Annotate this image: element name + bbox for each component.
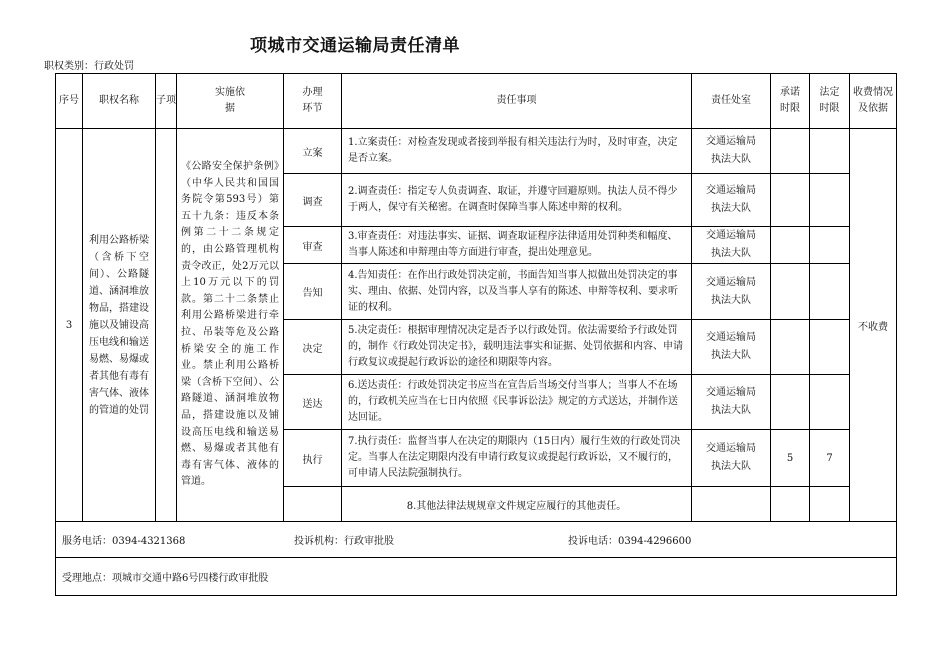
complaint-phone: 投诉电话：0394-4296600 bbox=[568, 536, 692, 547]
office-cell bbox=[692, 487, 771, 522]
responsibility-table bbox=[55, 73, 897, 596]
legal-limit-cell bbox=[810, 487, 850, 522]
power-name-cell: 利用公路桥梁（含桥下空间）、公路隧道、涵洞堆放物品，搭建设施以及铺设高压电线和输送易燃、易爆或者其他有毒有害气体、液体的管道的处罚 bbox=[83, 129, 156, 522]
footer-address-row bbox=[56, 558, 897, 596]
stage-cell: 告知 bbox=[284, 264, 342, 320]
page-title: 项城市交通运输局责任清单 bbox=[250, 36, 460, 56]
duty-cell: 4.告知责任：在作出行政处罚决定前，书面告知当事人拟做出处罚决定的事实、理由、依据、处罚内容，以及当事人享有的陈述、申辩等权利、要求听证的权利。 bbox=[342, 264, 692, 320]
promised-limit-cell: 5 bbox=[771, 430, 810, 487]
stage-cell: 立案 bbox=[284, 129, 342, 174]
promised-limit-cell bbox=[771, 375, 810, 430]
duty-cell: 6.送达责任：行政处罚决定书应当在宣告后当场交付当事人；当事人不在场的，行政机关应当在七日内依照《民事诉讼法》规定的方式送达，并制作送达回证。 bbox=[342, 375, 692, 430]
office-cell: 交通运输局执法大队 bbox=[692, 227, 771, 264]
header-legal-limit: 法定时限 bbox=[810, 74, 850, 129]
office-cell: 交通运输局执法大队 bbox=[692, 375, 771, 430]
category-label: 职权类别：行政处罚 bbox=[44, 61, 134, 72]
promised-limit-cell bbox=[771, 227, 810, 264]
basis-cell: 《公路安全保护条例》（中华人民共和国国务院令第593号）第五十九条：违反本条例第二十二条规定的，由公路管理机构责令改正，处2万元以上10万元以下的罚款。第二十二条禁止利用公路桥梁进行牵拉、吊装等危及公路桥梁安全的施工作业。禁止利用公路桥梁（含桥下空间）、公路隧道、涵洞堆放物品，搭建设施以及铺设高压电线和输送易燃、易爆或者其他有毒有害气体、液体的管道。 bbox=[177, 129, 284, 522]
promised-limit-cell bbox=[771, 174, 810, 227]
footer-contact-row bbox=[56, 522, 897, 558]
promised-limit-cell bbox=[771, 487, 810, 522]
promised-limit-cell bbox=[771, 320, 810, 375]
stage-cell: 审查 bbox=[284, 227, 342, 264]
header-seq: 序号 bbox=[56, 74, 83, 129]
stage-cell: 送达 bbox=[284, 375, 342, 430]
legal-limit-cell: 7 bbox=[810, 430, 850, 487]
other-duty-cell: 8.其他法律法规规章文件规定应履行的其他责任。 bbox=[342, 487, 692, 522]
legal-limit-cell bbox=[810, 227, 850, 264]
header-duties: 责任事项 bbox=[342, 74, 692, 129]
header-power-name: 职权名称 bbox=[83, 74, 156, 129]
legal-limit-cell bbox=[810, 375, 850, 430]
service-phone: 服务电话：0394-4321368 bbox=[62, 536, 186, 547]
footer-address-cell: 受理地点：项城市交通中路6号四楼行政审批股 bbox=[56, 558, 897, 596]
header-sub-item: 子项 bbox=[156, 74, 177, 129]
sub-item-cell bbox=[156, 129, 177, 522]
duty-cell: 1.立案责任：对检查发现或者接到举报有相关违法行为时，及时审查，决定是否立案。 bbox=[342, 129, 692, 174]
row-seq: 3 bbox=[56, 129, 83, 522]
duty-cell: 2.调查责任：指定专人负责调查、取证，并遵守回避原则。执法人员不得少于两人，保守有关秘密。在调查时保障当事人陈述申辩的权利。 bbox=[342, 174, 692, 227]
legal-limit-cell bbox=[810, 320, 850, 375]
office-cell: 交通运输局执法大队 bbox=[692, 320, 771, 375]
duty-cell: 3.审查责任：对违法事实、证据、调查取证程序法律适用处罚种类和幅度、当事人陈述和申辩理由等方面进行审查，提出处理意见。 bbox=[342, 227, 692, 264]
office-cell: 交通运输局执法大队 bbox=[692, 264, 771, 320]
header-basis: 实施依据 bbox=[177, 74, 284, 129]
promised-limit-cell bbox=[771, 129, 810, 174]
office-cell: 交通运输局执法大队 bbox=[692, 430, 771, 487]
stage-cell: 调查 bbox=[284, 174, 342, 227]
legal-limit-cell bbox=[810, 174, 850, 227]
table-row bbox=[56, 129, 897, 174]
header-fee: 收费情况及依据 bbox=[850, 74, 897, 129]
footer-contact-cell bbox=[56, 522, 897, 558]
office-cell: 交通运输局执法大队 bbox=[692, 174, 771, 227]
office-cell: 交通运输局执法大队 bbox=[692, 129, 771, 174]
header-promised-limit: 承诺时限 bbox=[771, 74, 810, 129]
header-row bbox=[56, 74, 897, 129]
promised-limit-cell bbox=[771, 264, 810, 320]
legal-limit-cell bbox=[810, 264, 850, 320]
complaint-org: 投诉机构：行政审批股 bbox=[294, 536, 394, 547]
stage-cell: 决定 bbox=[284, 320, 342, 375]
duty-cell: 5.决定责任：根据审理情况决定是否予以行政处罚。依法需要给予行政处罚的，制作《行政处罚决定书》，载明违法事实和证据、处罚依据和内容、申请行政复议或提起行政诉讼的途径和期限等内容。 bbox=[342, 320, 692, 375]
stage-cell: 执行 bbox=[284, 430, 342, 487]
legal-limit-cell bbox=[810, 129, 850, 174]
fee-cell: 不收费 bbox=[850, 129, 897, 522]
header-stage: 办理环节 bbox=[284, 74, 342, 129]
stage-cell bbox=[284, 487, 342, 522]
header-office: 责任处室 bbox=[692, 74, 771, 129]
duty-cell: 7.执行责任：监督当事人在决定的期限内（15日内）履行生效的行政处罚决定。当事人在法定期限内没有申请行政复议或提起行政诉讼，又不履行的，可申请人民法院强制执行。 bbox=[342, 430, 692, 487]
